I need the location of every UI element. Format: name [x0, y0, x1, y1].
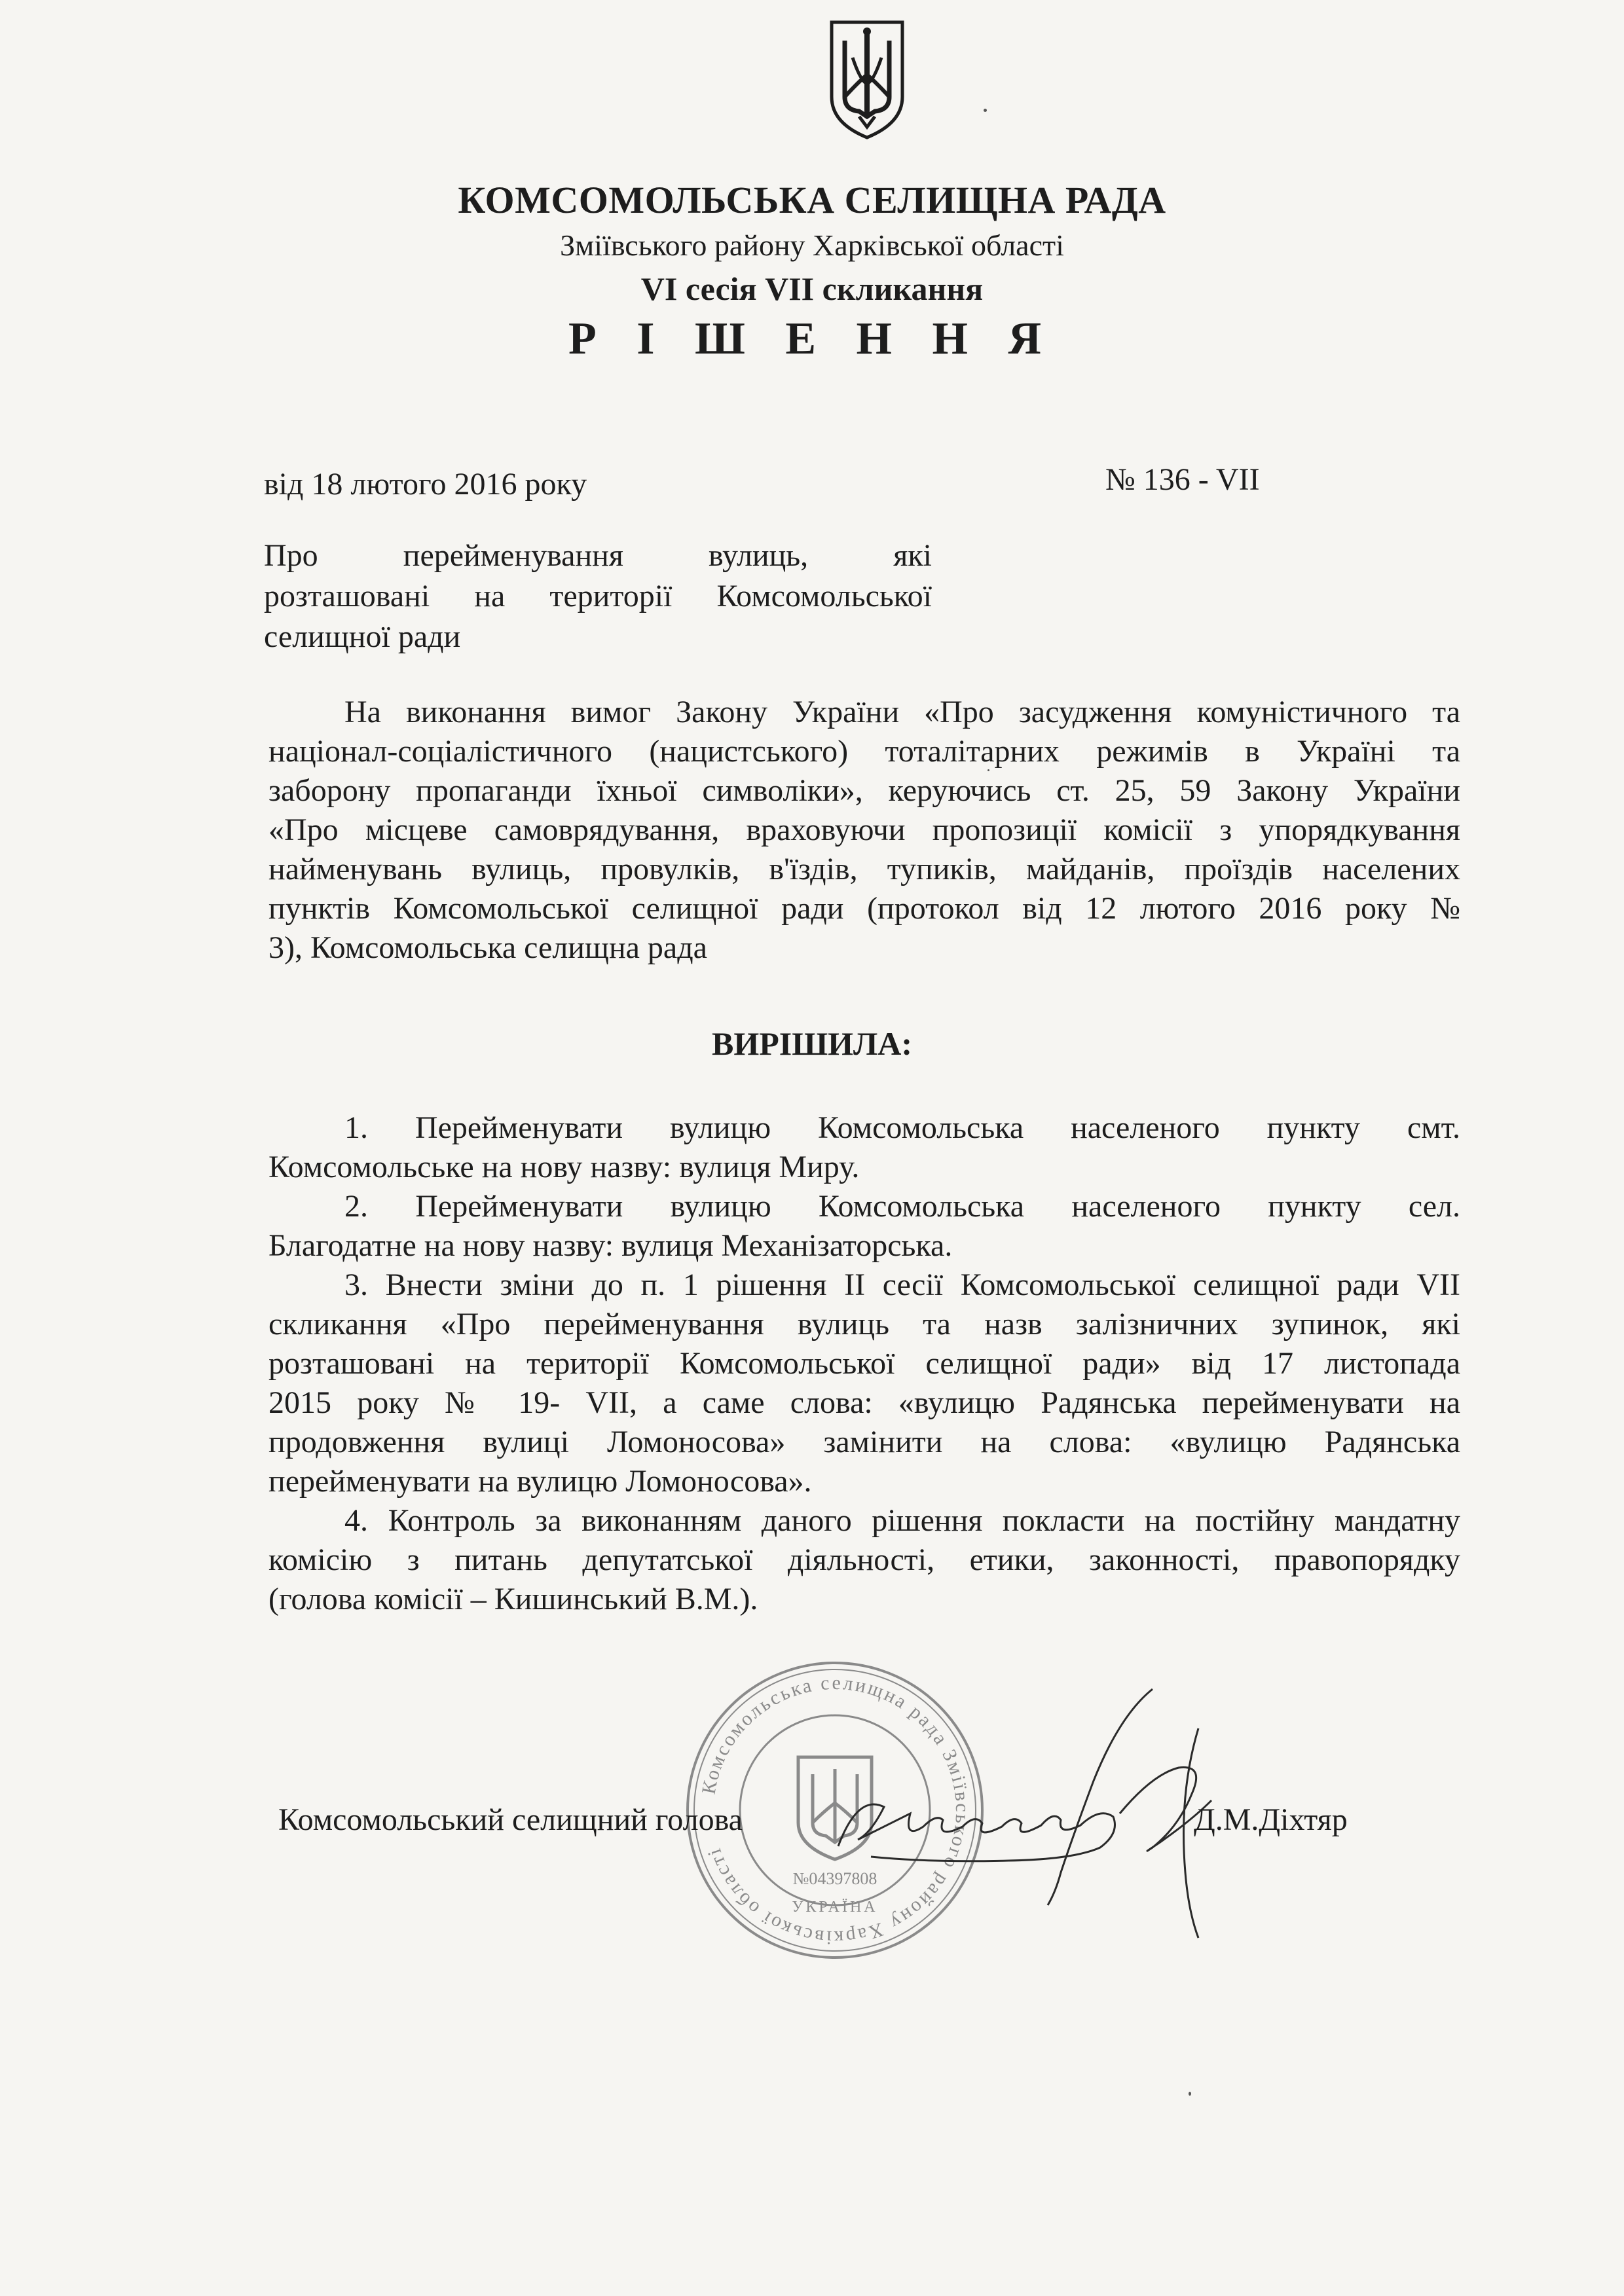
- item-line: продовження вулиці Ломоносова» замінити на слова: «вулицю Радянська: [268, 1425, 1460, 1459]
- subject-line: розташовані на території Комсомольської: [264, 579, 932, 613]
- stamp-outer-text: Комсомольська селищна рада Зміївського району Харківської області: [697, 1671, 974, 1949]
- scan-speck: [1189, 2092, 1191, 2096]
- item-line: перейменувати на вулицю Ломоносова».: [268, 1464, 812, 1499]
- district-subtitle: Зміївського району Харківської області: [560, 228, 1064, 262]
- resolved-heading: ВИРІШИЛА:: [711, 1025, 913, 1062]
- scan-speck: [984, 109, 987, 112]
- preamble-line: На виконання вимог Закону України «Про засудження комуністичного та: [344, 695, 1460, 729]
- scan-speck: [987, 769, 989, 771]
- item-line: комісію з питань депутатської діяльності, етики, законності, правопорядку: [268, 1542, 1460, 1577]
- decision-item-2: [268, 1187, 1460, 1266]
- decision-item-4: [268, 1501, 1460, 1619]
- item-line: 4. Контроль за виконанням даного рішення покласти на постійну мандатну: [344, 1503, 1460, 1538]
- item-line: 2015 року № 19- VII, а саме слова: «вулицю Радянська перейменувати на: [268, 1385, 1460, 1420]
- item-line: 1. Перейменувати вулицю Комсомольська населеного пункту смт.: [344, 1110, 1460, 1145]
- signatory-position: Комсомольський селищний голова: [278, 1802, 743, 1837]
- decision-item-3: [268, 1266, 1460, 1501]
- trident-coat-of-arms-icon: [826, 18, 908, 140]
- preamble-paragraph: [268, 693, 1460, 968]
- item-line: скликання «Про перейменування вулиць та назв залізничних зупинок, які: [268, 1307, 1460, 1341]
- preamble-line: пунктів Комсомольської селищної ради (протокол від 12 лютого 2016 року №: [268, 891, 1460, 926]
- session-title: VI сесія VII скликання: [640, 270, 984, 307]
- item-line: розташовані на території Комсомольської селищної ради» від 17 листопада: [268, 1346, 1460, 1381]
- council-title: КОМСОМОЛЬСЬКА СЕЛИЩНА РАДА: [458, 179, 1166, 221]
- subject-line: Про перейменування вулиць, які: [264, 538, 932, 573]
- decision-subject: [264, 536, 932, 657]
- item-line: (голова комісії – Кишинський В.М.).: [268, 1582, 758, 1616]
- decision-items-list: [268, 1108, 1460, 1619]
- preamble-line: «Про місцеве самоврядування, враховуючи пропозиції комісії з упорядкування: [268, 812, 1460, 847]
- item-line: Комсомольське на нову назву: вулиця Миру.: [268, 1150, 860, 1184]
- item-line: 3. Внести зміни до п. 1 рішення II сесії Комсомольської селищної ради VII: [344, 1267, 1460, 1302]
- preamble-line: найменувань вулиць, провулків, в'їздів, тупиків, майданів, проїздів населених: [268, 852, 1460, 886]
- preamble-line: заборону пропаганди їхньої символіки», керуючись ст. 25, 59 Закону України: [268, 773, 1460, 808]
- decision-item-1: [268, 1108, 1460, 1187]
- stamp-code: №04397808: [792, 1869, 877, 1888]
- item-line: 2. Перейменувати вулицю Комсомольська населеного пункту сел.: [344, 1189, 1460, 1224]
- preamble-line: націонал-соціалістичного (нацистського) тоталітарних режимів в Україні та: [268, 734, 1460, 769]
- document-type-title: Р І Ш Е Н Н Я: [568, 314, 1056, 364]
- preamble-line: 3), Комсомольська селищна рада: [268, 930, 707, 965]
- decision-number: № 136 - VII: [1105, 462, 1260, 497]
- decision-date: від 18 лютого 2016 року: [264, 467, 587, 501]
- stamp-country: УКРАЇНА: [792, 1899, 878, 1916]
- subject-line: селищної ради: [264, 619, 461, 654]
- signatory-name: Д.М.Діхтяр: [1194, 1802, 1348, 1837]
- item-line: Благодатне на нову назву: вулиця Механізаторська.: [268, 1228, 953, 1263]
